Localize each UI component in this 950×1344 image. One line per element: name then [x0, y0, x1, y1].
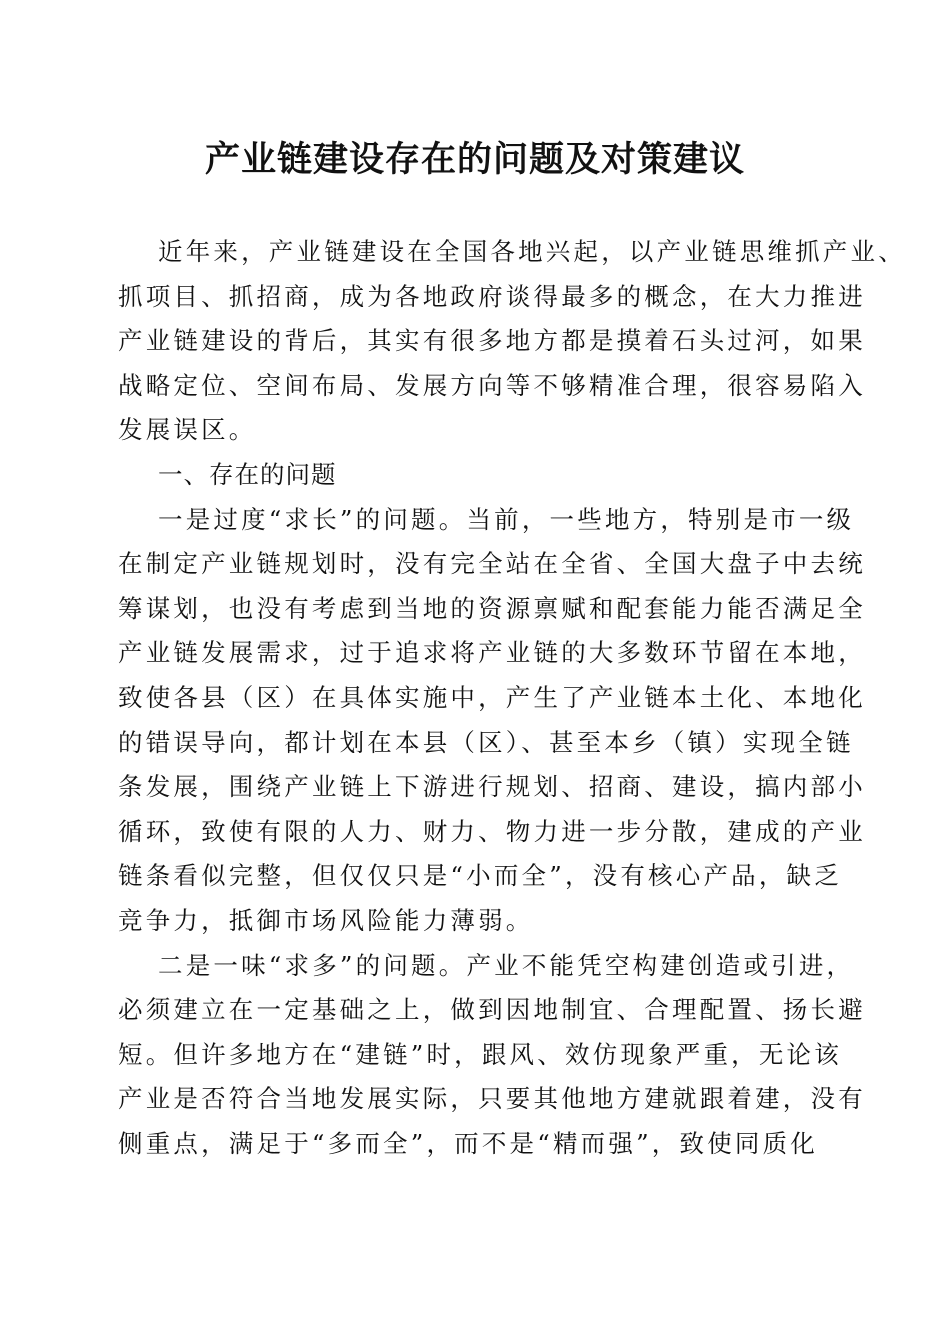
- paragraph-line: 近年来，产业链建设在全国各地兴起，以产业链思维抓产业、: [158, 237, 906, 266]
- paragraph-line: 竞争力，抵御市场风险能力薄弱。: [118, 905, 534, 935]
- paragraph-line: 产业链建设的背后，其实有很多地方都是摸着石头过河，如果: [118, 326, 866, 356]
- paragraph-line: 筹谋划，也没有考虑到当地的资源禀赋和配套能力能否满足全: [118, 593, 866, 623]
- paragraph-line: 在制定产业链规划时，没有完全站在全省、全国大盘子中去统: [118, 549, 866, 579]
- paragraph-line: 短。但许多地方在“建链”时，跟风、效仿现象严重，无论该: [118, 1039, 842, 1069]
- paragraph-line: 必须建立在一定基础之上，做到因地制宜、合理配置、扬长避: [118, 995, 866, 1025]
- paragraph-line: 一是过度“求长”的问题。当前，一些地方，特别是市一级: [158, 504, 855, 534]
- paragraph-line: 循环，致使有限的人力、财力、物力进一步分散，建成的产业: [118, 816, 866, 846]
- paragraph-line: 产业是否符合当地发展实际，只要其他地方建就跟着建，没有: [118, 1084, 866, 1114]
- paragraph-line: 抓项目、抓招商，成为各地政府谈得最多的概念，在大力推进: [118, 281, 866, 311]
- paragraph-line: 侧重点，满足于“多而全”，而不是“精而强”，致使同质化: [118, 1128, 818, 1158]
- paragraph-line: 的错误导向，都计划在本县（区）、甚至本乡（镇）实现全链: [118, 727, 854, 757]
- paragraph-line: 产业链发展需求，过于追求将产业链的大多数环节留在本地，: [118, 638, 866, 668]
- paragraph-line: 战略定位、空间布局、发展方向等不够精准合理，很容易陷入: [118, 370, 866, 400]
- paragraph-line: 发展误区。: [118, 415, 257, 445]
- document-title: 产业链建设存在的问题及对策建议: [204, 139, 745, 180]
- paragraph-line: 链条看似完整，但仅仅只是“小而全”，没有核心产品，缺乏: [118, 861, 842, 891]
- document-body: [118, 230, 906, 1166]
- paragraph-line: 二是一味“求多”的问题。产业不能凭空构建创造或引进，: [158, 950, 855, 980]
- section-heading: 一、存在的问题: [158, 459, 337, 489]
- paragraph-line: 致使各县（区）在具体实施中，产生了产业链本土化、本地化: [118, 682, 866, 712]
- paragraph-line: 条发展，围绕产业链上下游进行规划、招商、建设，搞内部小: [118, 772, 866, 802]
